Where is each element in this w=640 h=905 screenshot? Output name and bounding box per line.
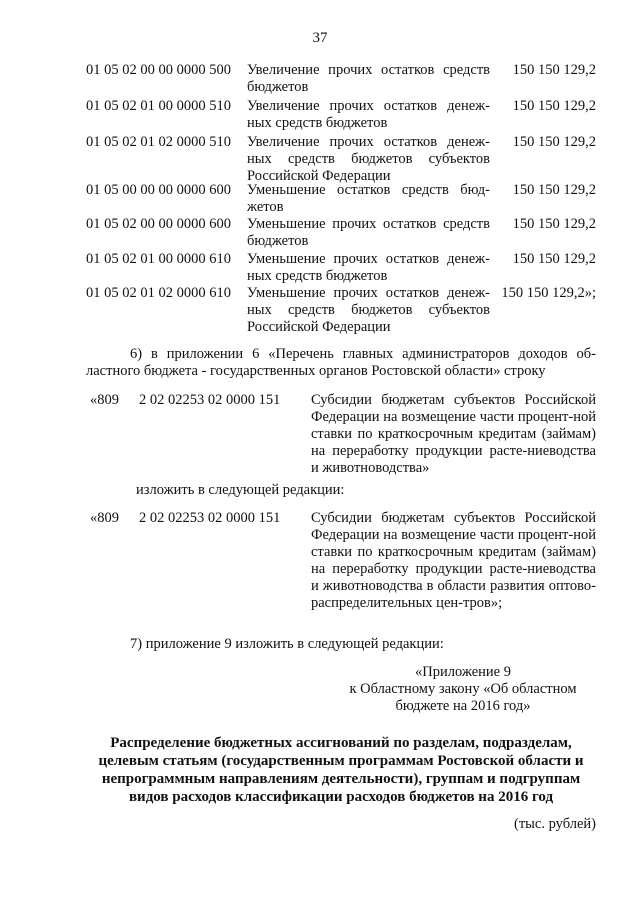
page-number: 37	[312, 30, 328, 46]
row-amount: 150 150 129,2	[512, 251, 596, 267]
table-row	[86, 182, 596, 216]
row-amount: 150 150 129,2	[512, 98, 596, 114]
row-code: 01 05 02 01 00 0000 510	[86, 98, 231, 114]
row-amount: 150 150 129,2	[512, 134, 596, 150]
new-admin-row	[90, 510, 596, 612]
replace-instruction: изложить в следующей редакции:	[136, 482, 345, 498]
kbk-code: 2 02 02253 02 0000 151	[139, 392, 281, 408]
appendix-line-3: бюджете на 2016 год»	[395, 698, 531, 714]
revenue-description: Субсидии бюджетам субъектов Российской Федерации на возмещение части процент-ной ставки по краткосрочным кредитам (займам) на переработку продукции расте-ниеводства и животноводства в области развития оптово-распределительных цен-тров»;	[311, 510, 596, 611]
row-amount: 150 150 129,2	[512, 182, 596, 198]
row-description: Увеличение прочих остатков денеж-ных средств бюджетов	[247, 98, 490, 131]
item-6-paragraph: 6) в приложении 6 «Перечень главных администраторов доходов об-ластного бюджета - государственных органов Ростовской области» строку	[86, 346, 596, 379]
row-code: 01 05 02 01 02 0000 610	[86, 285, 231, 301]
appendix-line-2: к Областному закону «Об областном	[349, 681, 577, 697]
row-code: 01 05 02 00 00 0000 500	[86, 62, 231, 78]
appendix-header	[330, 664, 596, 715]
kbk-code: 2 02 02253 02 0000 151	[139, 510, 281, 526]
row-amount: 150 150 129,2»;	[501, 285, 596, 301]
table-row	[86, 216, 596, 250]
table-row	[86, 134, 596, 185]
row-description: Уменьшение остатков средств бюд-жетов	[247, 182, 490, 215]
admin-code: «809	[90, 392, 119, 408]
table-row	[86, 98, 596, 132]
revenue-description: Субсидии бюджетам субъектов Российской Федерации на возмещение части процент-ной ставки по краткосрочным кредитам (займам) на переработку продукции расте-ниеводства и животноводства»	[311, 392, 596, 476]
table-row	[86, 62, 596, 96]
units-label: (тыс. рублей)	[514, 816, 596, 832]
row-description: Увеличение прочих остатков средств бюджетов	[247, 62, 490, 95]
row-amount: 150 150 129,2	[512, 216, 596, 232]
row-description: Увеличение прочих остатков денеж-ных средств бюджетов субъектов Российской Федерации	[247, 134, 490, 184]
row-code: 01 05 02 01 02 0000 510	[86, 134, 231, 150]
row-code: 01 05 02 00 00 0000 600	[86, 216, 231, 232]
old-admin-row	[90, 392, 596, 477]
section-title: Распределение бюджетных ассигнований по разделам, подразделам, целевым статьям (государственным программам Ростовской области и непрограммным направлениям деятельности), группам и подгруппам видов расходов классификации расходов бюджетов на 2016 год	[98, 735, 584, 805]
row-code: 01 05 02 01 00 0000 610	[86, 251, 231, 267]
row-description: Уменьшение прочих остатков денеж-ных средств бюджетов субъектов Российской Федерации	[247, 285, 490, 335]
item-7-paragraph: 7) приложение 9 изложить в следующей редакции:	[130, 636, 444, 652]
row-amount: 150 150 129,2	[512, 62, 596, 78]
appendix-line-1: «Приложение 9	[415, 664, 511, 680]
table-row	[86, 251, 596, 285]
row-code: 01 05 00 00 00 0000 600	[86, 182, 231, 198]
row-description: Уменьшение прочих остатков денеж-ных средств бюджетов	[247, 251, 490, 284]
admin-code: «809	[90, 510, 119, 526]
row-description: Уменьшение прочих остатков средств бюджетов	[247, 216, 490, 249]
table-row	[86, 285, 596, 336]
